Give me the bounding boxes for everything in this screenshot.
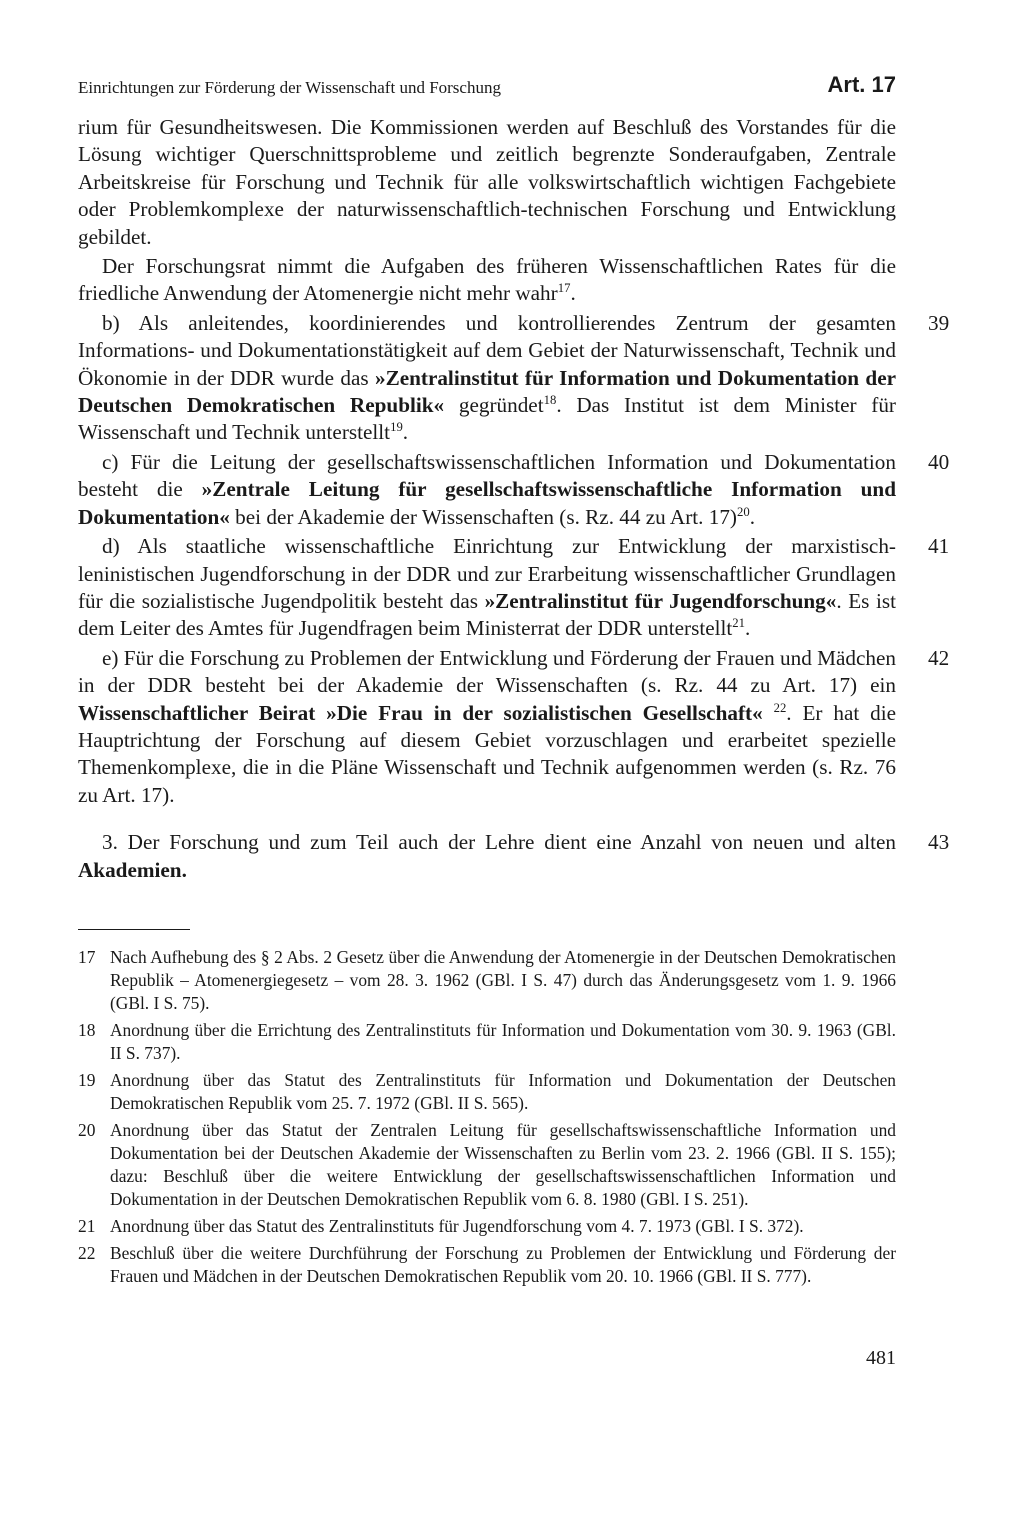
margin-number: 42 <box>928 645 950 670</box>
paragraph-continuation: rium für Gesundheitswesen. Die Kommissionen werden auf Beschluß des Vorstandes für die Lösung wichtiger Querschnittsprobleme und zeitlich begrenzte Sonderaufgaben, Zentrale Arbeitskreise für Forschung und Technik für alle volkswirtschaftlich wichtigen Fachgebiete oder Problemkomplexe der naturwissenschaftlich-technischen Forschung und Entwicklung gebildet. <box>78 115 896 249</box>
footnote-number: 20 <box>78 1120 96 1140</box>
footnote-number: 21 <box>78 1216 96 1236</box>
page-header <box>78 72 896 102</box>
margin-number: 40 <box>928 449 950 474</box>
footnote-text: Anordnung über das Statut der Zentralen Leitung für gesellschaftswissenschaftliche Information und Dokumentation bei der Deutschen Akademie der Wissenschaften zu Berlin vom 23. 2. 1966 (GBl. II S. 155); dazu: Beschluß über die weitere Entwicklung der gesellschaftswissenschaftlichen Information und Dokumentation in der Deutschen Demokratischen Republik vom 6. 8. 1980 (GBl. I S. 251). <box>110 1120 896 1209</box>
footnote-text: Nach Aufhebung des § 2 Abs. 2 Gesetz über die Anwendung der Atomenergie in der Deutschen Demokratischen Republik – Atomenergiegesetz – vom 28. 3. 1962 (GBl. I S. 47) durch das Änderungsgesetz vom 1. 9. 1966 (GBl. I S. 75). <box>110 947 896 1013</box>
footnote <box>78 946 896 1015</box>
footnote-number: 22 <box>78 1243 96 1263</box>
footnote-number: 19 <box>78 1070 96 1090</box>
footnote-ref: 20 <box>737 504 750 519</box>
footnote <box>78 1242 896 1288</box>
footnote-rule <box>78 929 190 930</box>
footnote-ref: 18 <box>543 393 557 407</box>
paragraph-c: 40 c) Für die Leitung der gesellschaftswissenschaftlichen Information und Dokumentation besteht die »Zentrale Leitung für gesellschaftswissenschaftliche Information und Dokumentation« bei der Akademie der Wissenschaften (s. Rz. 44 zu Art. 17)$^{20}$. <box>78 449 950 529</box>
paragraph-e: 42 e) Für die Forschung zu Problemen der Entwicklung und Förderung der Frauen und Mädchen in der DDR besteht bei der Akademie der Wissenschaften (s. Rz. 44 zu Art. 17) ein Wissenschaftlicher Beirat »Die Frau in der sozialistischen Gesellschaft« $^{22}$. Er hat die Hauptrichtung der Forschung auf diesem Gebiet vorzuschlagen und erarbeitet spezielle Themenkomplexe, die in die Pläne Wissenschaft und Technik aufgenommen werden (s. Rz. 76 zu Art. 17). <box>78 645 950 807</box>
footnote-text: Beschluß über die weitere Durchführung der Forschung zu Problemen der Entwicklung und Förderung der Frauen und Mädchen in der Deutschen Demokratischen Republik vom 20. 10. 1966 (GBl. II S. 777). <box>110 1243 896 1286</box>
footnote <box>78 1069 896 1115</box>
paragraph-forschungsrat: Der Forschungsrat nimmt die Aufgaben des früheren Wissenschaftlichen Rates für die friedliche Anwendung der Atomenergie nicht mehr wahr$^{17}$. <box>78 254 896 306</box>
paragraph-b: 39 b) Als anleitendes, koordinierendes und kontrollierendes Zentrum der gesamten Informations- und Dokumentationstätigkeit auf dem Gebiet der Naturwissenschaft, Technik und Ökonomie in der DDR wurde das »Zentralinstitut für Information und Dokumentation der Deutschen Demokratischen Republik« gegründet$^{18}$. Das Institut ist dem Minister für Wissenschaft und Technik unterstellt$^{19}$. <box>78 310 950 445</box>
footnotes <box>78 946 896 1292</box>
section-3: 43 3. Der Forschung und zum Teil auch der Lehre dient eine Anzahl von neuen und alten Akademien. <box>78 830 950 882</box>
footnote-text: Anordnung über die Errichtung des Zentralinstituts für Information und Dokumentation vom 30. 9. 1963 (GBl. II S. 737). <box>110 1020 896 1063</box>
footnote-ref: 22 <box>773 700 787 715</box>
footnote <box>78 1019 896 1065</box>
footnote-ref: 21 <box>732 616 745 631</box>
paragraph-d: 41 d) Als staatliche wissenschaftliche Einrichtung zur Entwicklung der marxistisch-leninistischen Jugendforschung in der DDR und zur Erarbeitung wissenschaftlicher Grundlagen für die sozialistische Jugendpolitik besteht das »Zentralinstitut für Jugendforschung«. Es ist dem Leiter des Amtes für Jugendfragen beim Ministerrat der DDR unterstellt$^{21}$. <box>78 534 950 641</box>
footnote-number: 17 <box>78 947 96 967</box>
footnote-text: Anordnung über das Statut des Zentralinstituts für Jugendforschung vom 4. 7. 1973 (GBl. I S. 372). <box>110 1216 804 1236</box>
footnote <box>78 1119 896 1211</box>
margin-number: 43 <box>928 830 950 855</box>
footnote-number: 18 <box>78 1020 96 1040</box>
page-number: 481 <box>866 1347 896 1369</box>
article-label: Art. 17 <box>827 72 896 97</box>
footnote <box>78 1215 896 1238</box>
running-head: Einrichtungen zur Förderung der Wissenschaft und Forschung <box>78 78 501 97</box>
footnote-text: Anordnung über das Statut des Zentralinstituts für Information und Dokumentation der Deutschen Demokratischen Republik vom 25. 7. 1972 (GBl. II S. 565). <box>110 1070 896 1113</box>
footnote-ref: 19 <box>390 420 403 435</box>
main-text <box>78 114 950 884</box>
margin-number: 39 <box>928 310 950 335</box>
footnote-ref: 17 <box>557 281 571 296</box>
margin-number: 41 <box>928 534 950 559</box>
